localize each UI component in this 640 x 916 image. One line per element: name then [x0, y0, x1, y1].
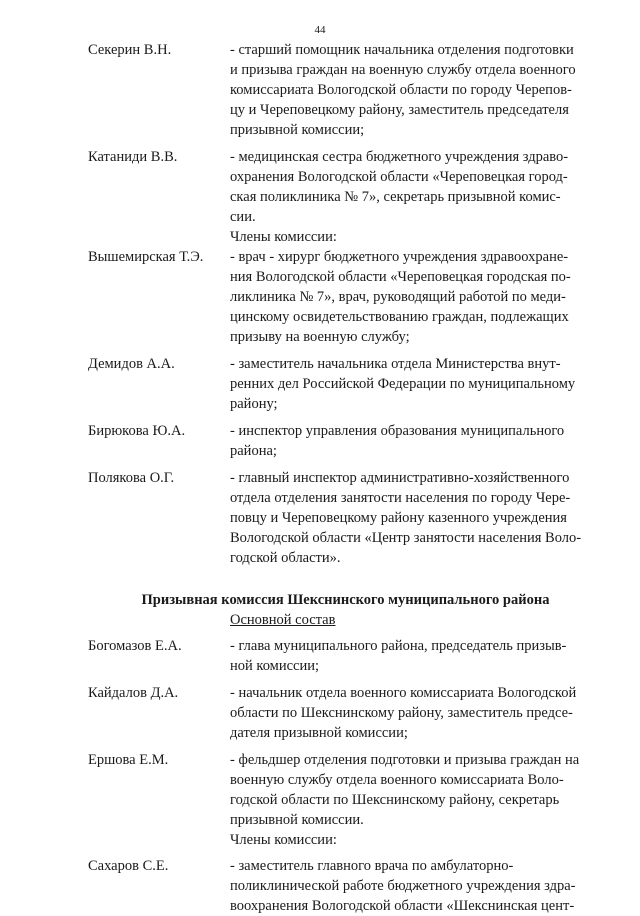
role-line: призывной комиссии. [230, 812, 364, 828]
role-line: Вологодской области «Центр занятости населения Воло- [230, 530, 582, 546]
member-role [230, 40, 603, 140]
member-entry [88, 40, 603, 140]
role-line: охранения Вологодской области «Череповецкая город- [230, 169, 568, 185]
role-line: комиссариата Вологодской области по городу Черепов- [230, 82, 572, 98]
member-entry [88, 468, 603, 568]
role-line: ская поликлиника № 7», секретарь призывной комис- [230, 189, 561, 205]
main-composition-label: Основной состав [230, 612, 336, 628]
role-line: цинскому освидетельствованию граждан, подлежащих [230, 309, 569, 325]
role-line: сии. [230, 209, 256, 225]
role-line: ния Вологодской области «Череповецкая городская по- [230, 269, 571, 285]
role-line: - главный инспектор административно-хозяйственного [230, 470, 570, 486]
member-name: Секерин В.Н. [88, 42, 172, 58]
members-label: Члены комиссии: [230, 229, 337, 245]
member-entry [88, 147, 603, 227]
member-role [230, 421, 603, 461]
role-line: поликлинической работе бюджетного учреждения здра- [230, 878, 576, 894]
role-line: - фельдшер отделения подготовки и призыва граждан на [230, 752, 580, 768]
block-2 [88, 247, 603, 568]
member-name: Кайдалов Д.А. [88, 685, 179, 701]
role-line: - медицинская сестра бюджетного учреждения здраво- [230, 149, 569, 165]
member-name: Демидов А.А. [88, 356, 175, 372]
member-role [230, 147, 603, 227]
member-role [230, 856, 603, 916]
role-line: отдела отделения занятости населения по городу Чере- [230, 490, 571, 506]
role-line: воохранения Вологодской области «Шекснинская цент- [230, 898, 575, 914]
role-line: району; [230, 396, 278, 412]
role-line: годской области». [230, 550, 341, 566]
role-line: - глава муниципального района, председатель призыв- [230, 638, 567, 654]
block-4 [88, 856, 603, 916]
member-entry [88, 856, 603, 916]
role-line: ной комиссии; [230, 658, 320, 674]
member-entry [88, 421, 603, 461]
member-entry [88, 636, 603, 676]
member-role [230, 683, 603, 743]
role-line: - врач - хирург бюджетного учреждения здравоохране- [230, 249, 569, 265]
role-line: годской области по Шекснинскому району, секретарь [230, 792, 560, 808]
member-entry [88, 750, 603, 830]
members-label: Члены комиссии: [230, 832, 337, 848]
block-3 [88, 636, 603, 830]
member-name: Полякова О.Г. [88, 470, 175, 486]
member-name: Богомазов Е.А. [88, 638, 182, 654]
member-name: Вышемирская Т.Э. [88, 249, 204, 265]
role-line: - начальник отдела военного комиссариата Вологодской [230, 685, 577, 701]
document-body [88, 40, 603, 916]
role-line: области по Шекснинскому району, заместитель предсе- [230, 705, 573, 721]
member-entry [88, 683, 603, 743]
member-name: Бирюкова Ю.А. [88, 423, 186, 439]
member-role [230, 750, 603, 830]
page-number: 44 [314, 24, 326, 36]
member-role [230, 636, 603, 676]
role-line: военную службу отдела военного комиссариата Воло- [230, 772, 564, 788]
member-role [230, 354, 603, 414]
block-1 [88, 40, 603, 227]
member-name: Катаниди В.В. [88, 149, 178, 165]
role-line: призыву на военную службу; [230, 329, 410, 345]
role-line: и призыва граждан на военную службу отдела военного [230, 62, 576, 78]
role-line: - инспектор управления образования муниципального [230, 423, 565, 439]
member-entry [88, 354, 603, 414]
role-line: цу и Череповецкому району, заместитель председателя [230, 102, 569, 118]
section-title: Призывная комиссия Шекснинского муниципального района [141, 592, 550, 608]
member-entry [88, 247, 603, 347]
role-line: - заместитель главного врача по амбулаторно- [230, 858, 514, 874]
role-line: района; [230, 443, 277, 459]
role-line: - заместитель начальника отдела Министерства внут- [230, 356, 561, 372]
role-line: ликлиника № 7», врач, руководящий работой по меди- [230, 289, 566, 305]
role-line: ренних дел Российской Федерации по муниципальному [230, 376, 576, 392]
member-name: Сахаров С.Е. [88, 858, 169, 874]
role-line: - старший помощник начальника отделения подготовки [230, 42, 574, 58]
role-line: повцу и Череповецкому району казенного учреждения [230, 510, 567, 526]
member-role [230, 468, 603, 568]
role-line: призывной комиссии; [230, 122, 365, 138]
member-role [230, 247, 603, 347]
member-name: Ершова Е.М. [88, 752, 169, 768]
role-line: дателя призывной комиссии; [230, 725, 408, 741]
